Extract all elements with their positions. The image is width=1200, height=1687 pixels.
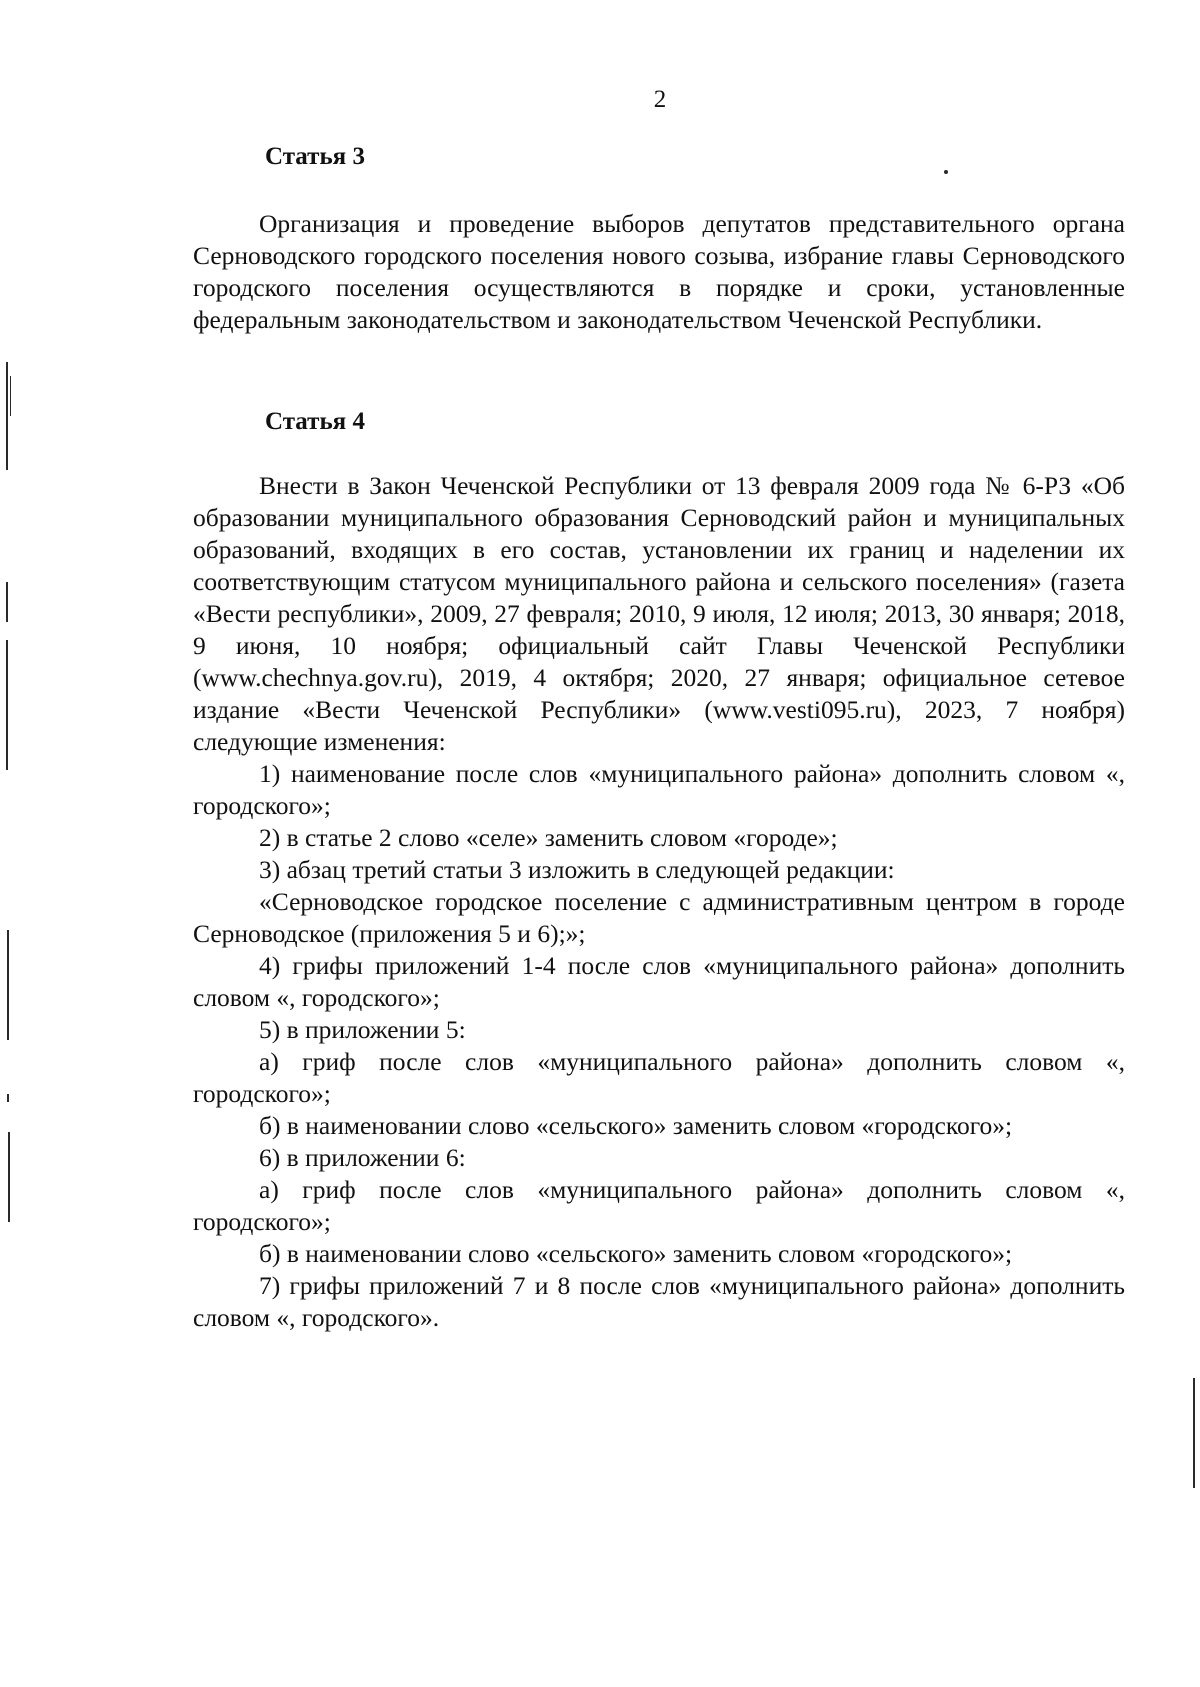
article-4-item: 1) наименование после слов «муниципального района» дополнить словом «, городского»; bbox=[193, 759, 1125, 820]
scan-margin-mark bbox=[10, 376, 11, 416]
article-4-paragraph: Внести в Закон Чеченской Республики от 13 февраля 2009 года № 6-РЗ «Об образовании муниципального образования Серноводский район и муниципальных образований, входящих в его состав, установлении их границ и наделении их соответствующим статусом муниципального района и сельского поселения» (газета «Вести республики», 2009, 27 февраля; 2010, 9 июля, 12 июля; 2013, 30 января; 2018, 9 июня, 10 ноября; официальный сайт Главы Чеченской Республики (www.chechnya.gov.ru), 2019, 4 октября; 2020, 27 января; официальное сетевое издание «Вести Чеченской Республики» (www.vesti095.ru), 2023, 7 ноября) следующие изменения: bbox=[193, 471, 1125, 756]
scan-dot bbox=[944, 170, 948, 174]
scan-margin-mark bbox=[1193, 1378, 1195, 1488]
article-4-item: а) гриф после слов «муниципального района» дополнить словом «, городского»; bbox=[193, 1175, 1125, 1236]
article-3-body bbox=[193, 208, 1125, 336]
scan-margin-mark bbox=[6, 640, 8, 770]
article-4-item: 7) грифы приложений 7 и 8 после слов «муниципального района» дополнить словом «, городского». bbox=[193, 1271, 1125, 1332]
article-4-item: б) в наименовании слово «сельского» заменить словом «городского»; bbox=[259, 1111, 1013, 1140]
scan-margin-mark bbox=[7, 930, 9, 1040]
article-3-paragraph: Организация и проведение выборов депутатов представительного органа Серноводского городского поселения нового созыва, избрание главы Серноводского городского поселения осуществляются в порядке и сроки, установленные федеральным законодательством и законодательством Чеченской Республики. bbox=[193, 209, 1125, 334]
article-4-item: а) гриф после слов «муниципального района» дополнить словом «, городского»; bbox=[193, 1047, 1125, 1108]
article-4-item: б) в наименовании слово «сельского» заменить словом «городского»; bbox=[259, 1239, 1013, 1268]
article-3-heading: Статья 3 bbox=[265, 143, 365, 170]
article-4-body bbox=[193, 470, 1125, 1334]
scan-margin-mark bbox=[6, 582, 8, 622]
article-4-item: 6) в приложении 6: bbox=[259, 1143, 466, 1172]
article-4-heading: Статья 4 bbox=[265, 408, 365, 435]
article-4-item: 5) в приложении 5: bbox=[259, 1015, 466, 1044]
scan-margin-mark bbox=[6, 362, 8, 470]
scan-margin-mark bbox=[8, 1132, 10, 1222]
article-4-item: 3) абзац третий статьи 3 изложить в следующей редакции: bbox=[259, 855, 895, 884]
article-4-item: «Серноводское городское поселение с административным центром в городе Серноводское (приложения 5 и 6);»; bbox=[193, 887, 1125, 948]
page-number: 2 bbox=[653, 86, 667, 113]
scan-margin-mark bbox=[7, 1094, 9, 1102]
article-4-item: 2) в статье 2 слово «селе» заменить словом «городе»; bbox=[259, 823, 838, 852]
article-4-item: 4) грифы приложений 1-4 после слов «муниципального района» дополнить словом «, городского»; bbox=[193, 951, 1125, 1012]
